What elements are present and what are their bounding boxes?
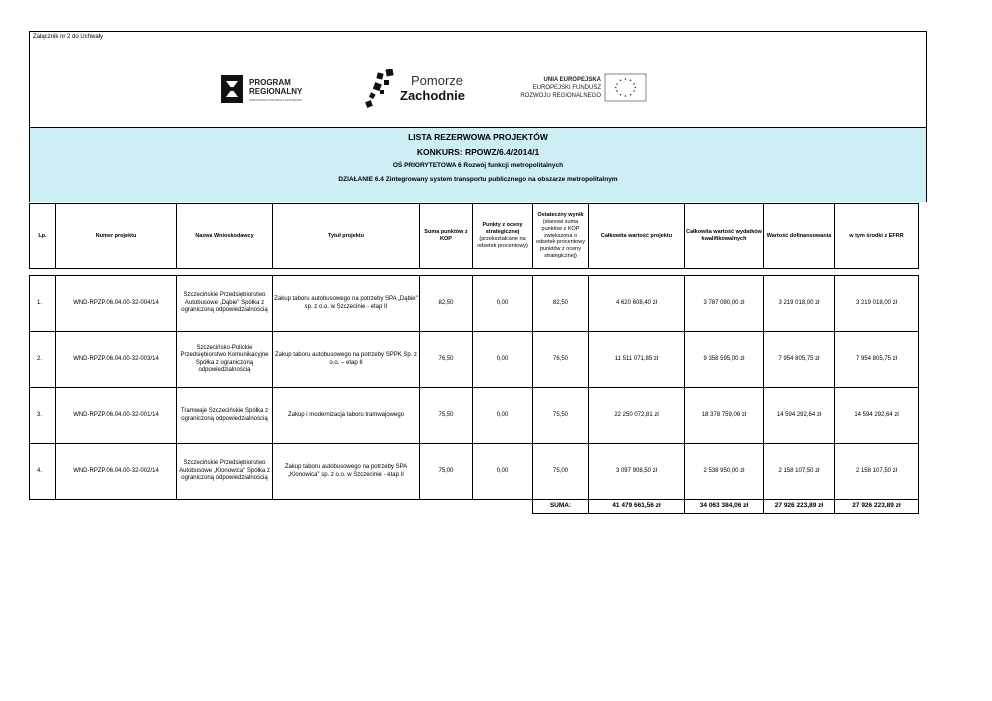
cell-efrr: 7 954 805,75 zł (835, 332, 919, 388)
priority-axis: OŚ PRIORYTETOWA 6 Rozwój funkcji metropolitalnych (392, 162, 564, 169)
cell-lp: 4. (30, 444, 56, 500)
col-wynik-bold: Ostateczny wynik (537, 211, 584, 218)
cell-dofin: 14 594 292,64 zł (764, 388, 835, 444)
col-punkty (473, 204, 533, 269)
col-tytul: Tytuł projektu (273, 204, 420, 269)
cell-kop: 75,00 (420, 444, 473, 500)
cell-strat: 0,00 (473, 332, 533, 388)
sum-efrr: 27 926 223,89 zł (835, 500, 919, 514)
cell-dofin: 2 158 107,50 zł (764, 444, 835, 500)
cell-tytul: Zakup taboru autobusowego na potrzeby SPA „Klonowica" sp. z o.o. w Szczecinie - etap II (273, 444, 420, 500)
cell-kwal: 2 538 950,00 zł (685, 444, 764, 500)
cell-calk: 4 620 608,40 zł (589, 276, 685, 332)
cell-efrr: 2 158 107,50 zł (835, 444, 919, 500)
eu-logo (520, 74, 646, 101)
program-sub: NARODOWA STRATEGIA SPÓJNOŚCI (249, 98, 303, 102)
cell-efrr: 3 219 018,00 zł (835, 276, 919, 332)
cell-efrr: 14 594 292,64 zł (835, 388, 919, 444)
attachment-note: Załącznik nr 2 do Uchwały (33, 34, 104, 40)
table-row (30, 332, 919, 388)
ue-line1: UNIA EUROPEJSKA (543, 77, 601, 83)
cell-kwal: 3 787 080,00 zł (685, 276, 764, 332)
projects-table (29, 203, 919, 514)
col-calkowita: Całkowita wartość projektu (589, 204, 685, 269)
table-row (30, 388, 919, 444)
col-dofin: Wartość dofinansowania (764, 204, 835, 269)
cell-strat: 0,00 (473, 276, 533, 332)
konkurs-title: KONKURS: RPOWZ/6.4/2014/1 (416, 147, 540, 157)
cell-wynik: 82,50 (533, 276, 589, 332)
col-suma-kop: Suma punktów z KOP (420, 204, 473, 269)
cell-calk: 22 250 072,81 zł (589, 388, 685, 444)
title-band (30, 127, 926, 202)
cell-strat: 0,00 (473, 388, 533, 444)
col-wynik (533, 204, 589, 269)
eu-flag-icon (605, 74, 646, 101)
cell-strat: 0,00 (473, 444, 533, 500)
cell-kop: 76,50 (420, 332, 473, 388)
sum-kwal: 34 063 384,06 zł (685, 500, 764, 514)
cell-tytul: Zakup i modernizacja taboru tramwajowego (273, 388, 420, 444)
program-line1: PROGRAM (249, 78, 291, 87)
cell-tytul: Zakup taboru autobusowego na potrzeby SPA „Dąbie" sp. z o.o. w Szczecinie - etap II (273, 276, 420, 332)
cell-kop: 82,50 (420, 276, 473, 332)
pomorze-zachodnie-logo (365, 69, 465, 108)
col-lp: Lp. (30, 204, 56, 269)
col-efrr: w tym środki z EFRR (835, 204, 919, 269)
cell-numer: WND-RPZP.06.04.00-32-002/14 (56, 444, 177, 500)
cell-calk: 11 511 071,85 zł (589, 332, 685, 388)
sum-blank (30, 500, 533, 514)
cell-dofin: 3 219 018,00 zł (764, 276, 835, 332)
table-row (30, 444, 919, 500)
ue-line2: EUROPEJSKI FUNDUSZ (532, 85, 601, 91)
table-row (30, 276, 919, 332)
col-wydatki: Całkowita wartość wydatków kwalifikowalnych (685, 204, 764, 269)
sum-label: SUMA: (533, 500, 589, 514)
cell-lp: 3. (30, 388, 56, 444)
cell-nazwa: Szczecińskie Przedsiębiorstwo Autobusowe „Dąbie" Spółka z ograniczoną odpowiedzialnością (177, 276, 273, 332)
col-numer: Numer projektu (56, 204, 177, 269)
cell-kwal: 18 378 759,06 zł (685, 388, 764, 444)
col-punkty-note: (przekształcane na odsetek procentowy) (477, 236, 528, 249)
measure-title: DZIAŁANIE 6.4 Zintegrowany system transportu publicznego na obszarze metropolitalnym (338, 176, 618, 183)
sum-dofin: 27 926 223,89 zł (764, 500, 835, 514)
cell-tytul: Zakup taboru autobusowego na potrzeby SPPK Sp. z o.o. – etap II (273, 332, 420, 388)
cell-kop: 75,50 (420, 388, 473, 444)
program-regionalny-logo (221, 75, 303, 103)
ue-line3: ROZWOJU REGIONALNEGO (520, 93, 601, 99)
cell-nazwa: Szczecińsko-Polickie Przedsiębiorstwo Komunikacyjne Spółka z ograniczoną odpowiedzialnością (177, 332, 273, 388)
col-punkty-bold: Punkty z oceny strategicznej (482, 222, 523, 236)
cell-nazwa: Tramwaje Szczecińskie Spółka z ograniczoną odpowiedzialnością (177, 388, 273, 444)
cell-numer: WND-RPZP.06.04.00-32-003/14 (56, 332, 177, 388)
cell-lp: 1. (30, 276, 56, 332)
cell-wynik: 76,50 (533, 332, 589, 388)
sum-calk: 41 479 661,56 zł (589, 500, 685, 514)
cell-kwal: 9 358 595,00 zł (685, 332, 764, 388)
header-frame (29, 31, 927, 202)
list-title: LISTA REZERWOWA PROJEKTÓW (408, 132, 548, 142)
col-wynik-note: (stanowi suma punktów z KOP zwiększona o odsetek procentowy punktów z oceny strategicznej) (536, 218, 585, 260)
cell-dofin: 7 954 805,75 zł (764, 332, 835, 388)
cell-calk: 3 097 908,50 zł (589, 444, 685, 500)
program-line2: REGIONALNY (249, 87, 303, 96)
cell-nazwa: Szczecińskie Przedsiębiorstwo Autobusowe „Klonowica" Spółka z ograniczoną odpowiedzialnością (177, 444, 273, 500)
cell-numer: WND-RPZP.06.04.00-32-001/14 (56, 388, 177, 444)
pomorze-line1: Pomorze (411, 73, 464, 88)
table-header-row (30, 204, 919, 269)
cell-numer: WND-RPZP.06.04.00-32-004/14 (56, 276, 177, 332)
sum-row (30, 500, 919, 514)
spacer-row (30, 269, 919, 276)
cell-wynik: 75,50 (533, 388, 589, 444)
cell-wynik: 75,00 (533, 444, 589, 500)
cell-lp: 2. (30, 332, 56, 388)
pomorze-line2: Zachodnie (400, 88, 466, 103)
col-nazwa: Nazwa Wnioskodawcy (177, 204, 273, 269)
